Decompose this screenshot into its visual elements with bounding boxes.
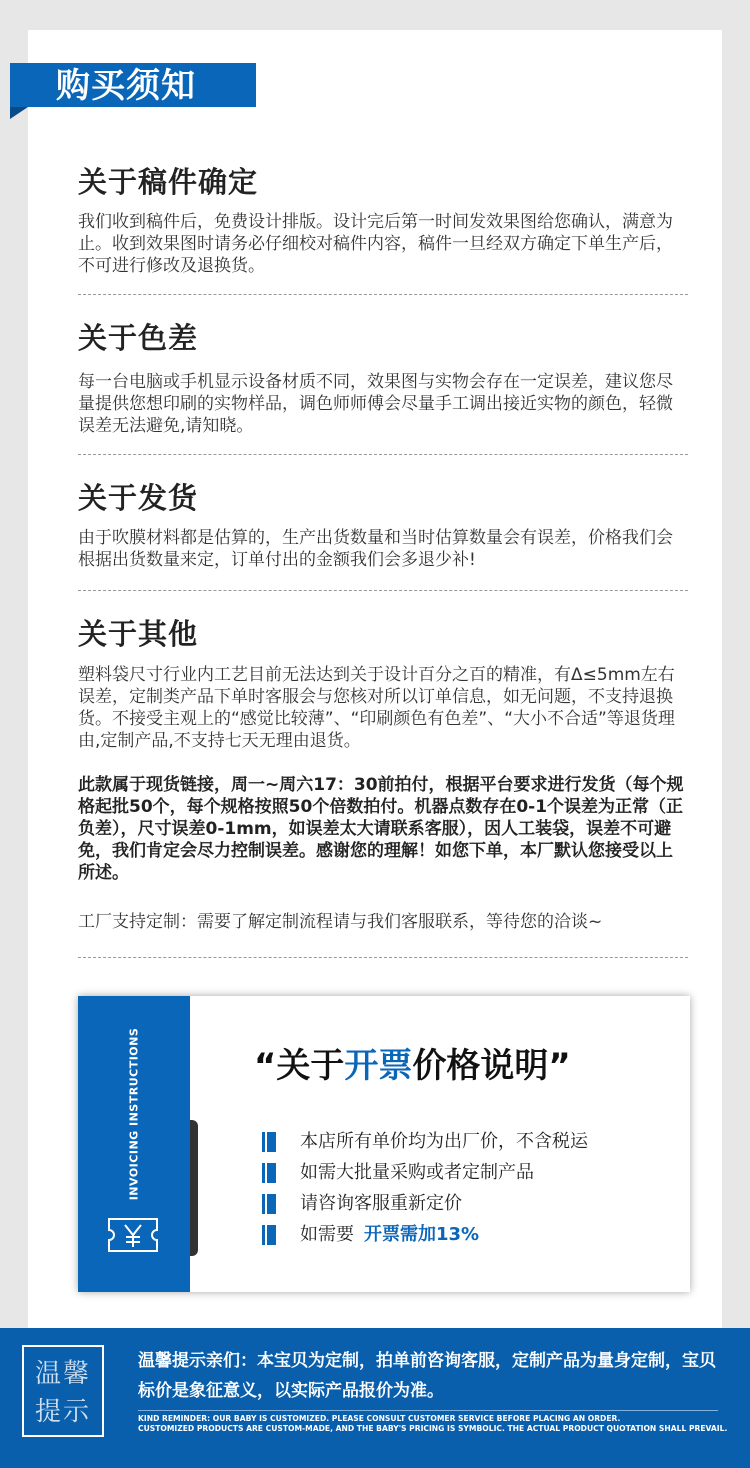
section-text-factory: 工厂支持定制：需要了解定制流程请与我们客服联系，等待您的洽谈~ xyxy=(78,912,603,932)
list-item: 本店所有单价均为出厂价，不含税运 xyxy=(262,1128,588,1159)
list-item: 如需大批量采购或者定制产品 xyxy=(262,1159,588,1190)
invoice-tax-note: 开票需加13% xyxy=(364,1224,480,1245)
section-heading-other: 关于其他 xyxy=(78,617,199,651)
invoice-list xyxy=(262,1128,588,1252)
bullet-bar-icon xyxy=(262,1163,276,1183)
reminder-divider xyxy=(138,1410,718,1411)
section-text-shipping: 由于吹膜材料都是估算的，生产出货数量和当时估算数量会有误差，价格我们会根据出货数量来定，订单付出的金额我们会多退少补! xyxy=(78,528,673,570)
section-heading-color: 关于色差 xyxy=(78,321,199,355)
list-item: 请咨询客服重新定价 xyxy=(262,1190,588,1221)
page-title: 购买须知 xyxy=(56,66,196,106)
invoice-panel xyxy=(78,996,690,1292)
section-divider xyxy=(78,294,688,295)
reminder-badge: 温馨 提示 xyxy=(22,1345,104,1437)
reminder-english: KIND REMINDER: OUR BABY IS CUSTOMIZED. PLEASE CONSULT CUSTOMER SERVICE BEFORE PLACING AN ORDER. CUSTOMIZED PRODUCTS ARE CUSTOM-MADE, AND THE BABY'S PRICING IS SYMBOLIC. THE ACTUAL PRODUCT QUOTATION SHALL PREVAIL. xyxy=(138,1414,728,1433)
section-divider xyxy=(78,957,688,958)
invoice-title-highlight: 开票 xyxy=(344,1046,413,1086)
section-heading-draft: 关于稿件确定 xyxy=(78,165,259,199)
yen-ticket-icon xyxy=(106,1216,160,1258)
invoice-title: “关于开票价格说明” xyxy=(254,1046,571,1086)
footer-reminder xyxy=(0,1328,750,1468)
bullet-bar-icon xyxy=(262,1225,276,1245)
invoice-side-label: INVOICING INSTRUCTIONS xyxy=(127,1027,141,1201)
list-item: 如需要 开票需加13% xyxy=(262,1221,588,1252)
bullet-bar-icon xyxy=(262,1194,276,1214)
section-divider xyxy=(78,454,688,455)
section-text-other: 塑料袋尺寸行业内工艺目前无法达到关于设计百分之百的精准，有Δ≤5mm左右误差，定制类产品下单时客服会与您核对所以订单信息，如无问题，不支持退换货。不接受主观上的“感觉比较薄”、“印刷颜色有色差”、“大小不合适”等退货理由,定制产品,不支持七天无理由退货。 xyxy=(78,665,675,751)
section-text-stock-link: 此款属于现货链接，周一~周六17：30前拍付，根据平台要求进行发货（每个规格起批50个，每个规格按照50个倍数拍付。机器点数存在0-1个误差为正常（正负差），尺寸误差0-1mm，如误差太大请联系客服），因人工装袋，误差不可避免，我们肯定会尽力控制误差。感谢您的理解！如您下单，本厂默认您接受以上所述。 xyxy=(78,775,684,883)
reminder-text: 温馨提示亲们：本宝贝为定制，拍单前咨询客服，定制产品为量身定制，宝贝标价是象征意义，以实际产品报价为准。 xyxy=(138,1351,716,1401)
invoice-side-notch xyxy=(190,1120,198,1256)
section-divider xyxy=(78,590,688,591)
bullet-bar-icon xyxy=(262,1132,276,1152)
banner-fold xyxy=(10,107,28,119)
section-heading-shipping: 关于发货 xyxy=(78,481,199,515)
section-text-draft: 我们收到稿件后，免费设计排版。设计完后第一时间发效果图给您确认，满意为止。收到效果图时请务必仔细校对稿件内容，稿件一旦经双方确定下单生产后，不可进行修改及退换货。 xyxy=(78,212,673,276)
section-text-color: 每一台电脑或手机显示设备材质不同，效果图与实物会存在一定误差，建议您尽量提供您想印刷的实物样品，调色师师傅会尽量手工调出接近实物的颜色，轻微误差无法避免,请知晓。 xyxy=(78,372,673,436)
